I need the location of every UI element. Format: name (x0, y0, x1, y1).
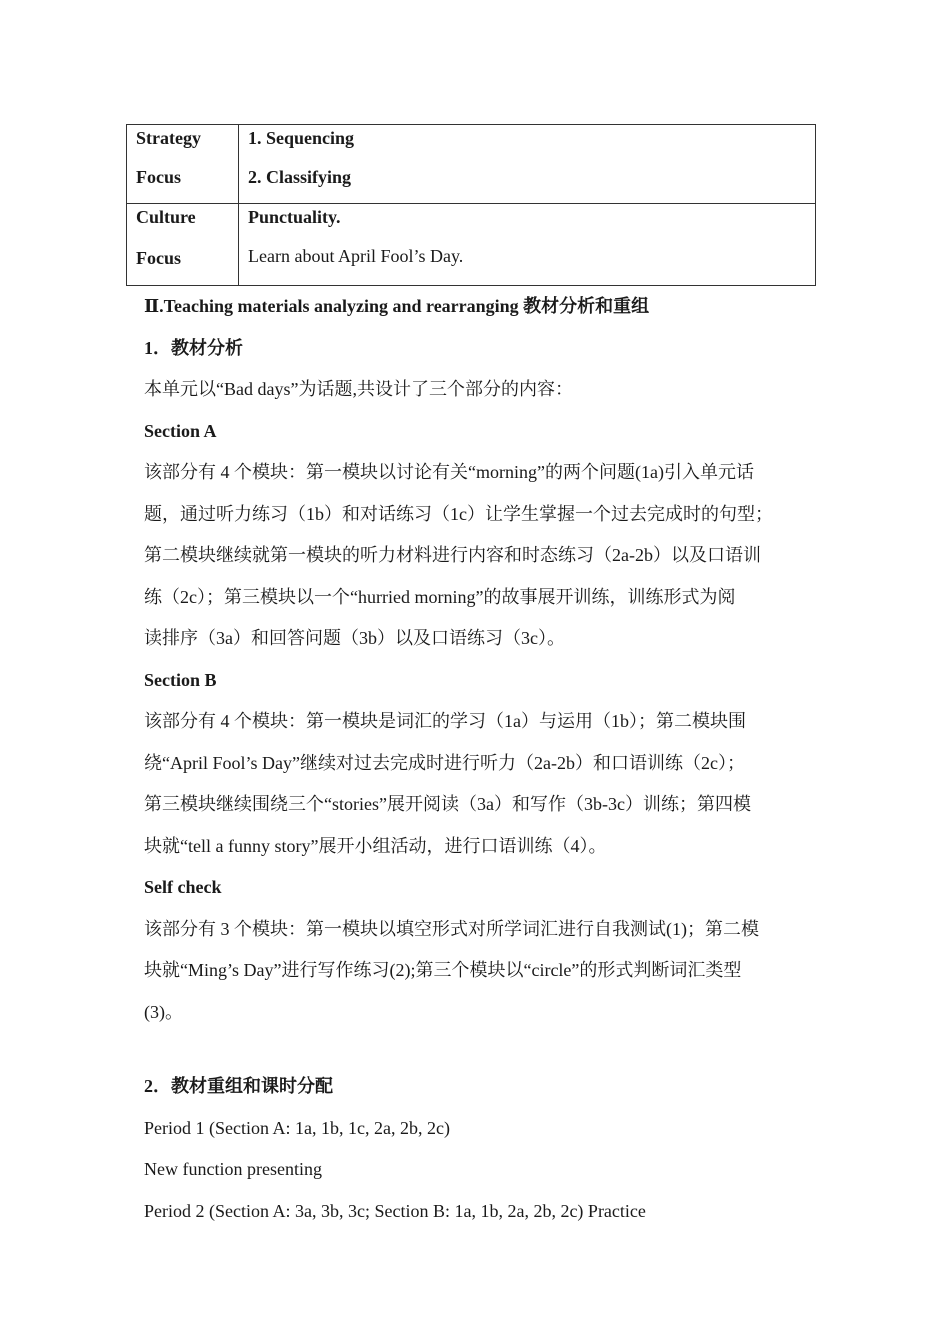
paragraph-gap (144, 1033, 820, 1066)
text-line: 该部分有 4 个模块：第一模块是词汇的学习（1a）与运用（1b）；第二模块围 (144, 711, 746, 731)
text-line: 读排序（3a）和回答问题（3b）以及口语练习（3c）。 (144, 628, 565, 648)
row-label-cell (127, 125, 239, 204)
row-value-line1: Punctuality. (248, 207, 341, 227)
text-line: 该部分有 3 个模块：第一模块以填空形式对所学词汇进行自我测试(1)；第二模 (144, 918, 759, 939)
row-label-line2: Focus (136, 248, 181, 268)
row-value-cell (239, 204, 816, 286)
text-line: 该部分有 4 个模块：第一模块以讨论有关“morning”的两个问题(1a)引入单元话 (144, 462, 754, 482)
row-value-line2: 2. Classifying (248, 167, 352, 187)
self-check-heading: Self check (144, 877, 222, 897)
period-line: New function presenting (144, 1159, 322, 1179)
table-row-strategy (127, 125, 816, 204)
main-content (144, 286, 820, 1232)
text-line: 练（2c）；第三模块以一个“hurried morning”的故事展开训练，训练形式为阅 (144, 586, 736, 607)
text-line: 绕“April Fool’s Day”继续对过去完成时进行听力（2a-2b）和口语训练（2c）； (144, 752, 745, 773)
section-b-heading: Section B (144, 669, 217, 690)
text-line: 块就“tell a funny story”展开小组活动，进行口语训练（4）。 (144, 835, 607, 856)
text-line: 第二模块继续就第一模块的听力材料进行内容和时态练习（2a-2b）以及口语训 (144, 545, 761, 565)
period-line: Period 2 (Section A: 3a, 3b, 3c; Section B: 1a, 1b, 2a, 2b, 2c) Practice (144, 1200, 646, 1221)
row-label-line1: Strategy (136, 128, 201, 148)
row-value-line1: 1. Sequencing (248, 128, 355, 148)
text-line: 块就“Ming’s Day”进行写作练习(2);第三个模块以“circle”的形式判断词汇类型 (144, 960, 742, 980)
section-title: Ⅱ.Teaching materials analyzing and rearranging 教材分析和重组 (144, 296, 650, 316)
row-label-cell (127, 204, 239, 286)
text-line: 第三模块继续围绕三个“stories”展开阅读（3a）和写作（3b-3c）训练；第四模 (144, 794, 751, 814)
text-line: (3)。 (144, 1001, 183, 1022)
row-label-line1: Culture (136, 207, 196, 227)
rearrange-heading: 2．教材重组和课时分配 (144, 1076, 333, 1096)
focus-table (126, 124, 816, 286)
section-a-heading: Section A (144, 420, 217, 441)
row-value-cell (239, 125, 816, 204)
analysis-heading: 1．教材分析 (144, 337, 243, 358)
table-row-culture (127, 204, 816, 286)
row-label-line2: Focus (136, 167, 181, 187)
period-line: Period 1 (Section A: 1a, 1b, 1c, 2a, 2b, 2c) (144, 1117, 450, 1138)
text-line: 题，通过听力练习（1b）和对话练习（1c）让学生掌握一个过去完成时的句型； (144, 503, 773, 524)
row-value-line2: Learn about April Fool’s Day. (248, 246, 464, 266)
intro-paragraph: 本单元以“Bad days”为话题,共设计了三个部分的内容： (144, 379, 573, 399)
